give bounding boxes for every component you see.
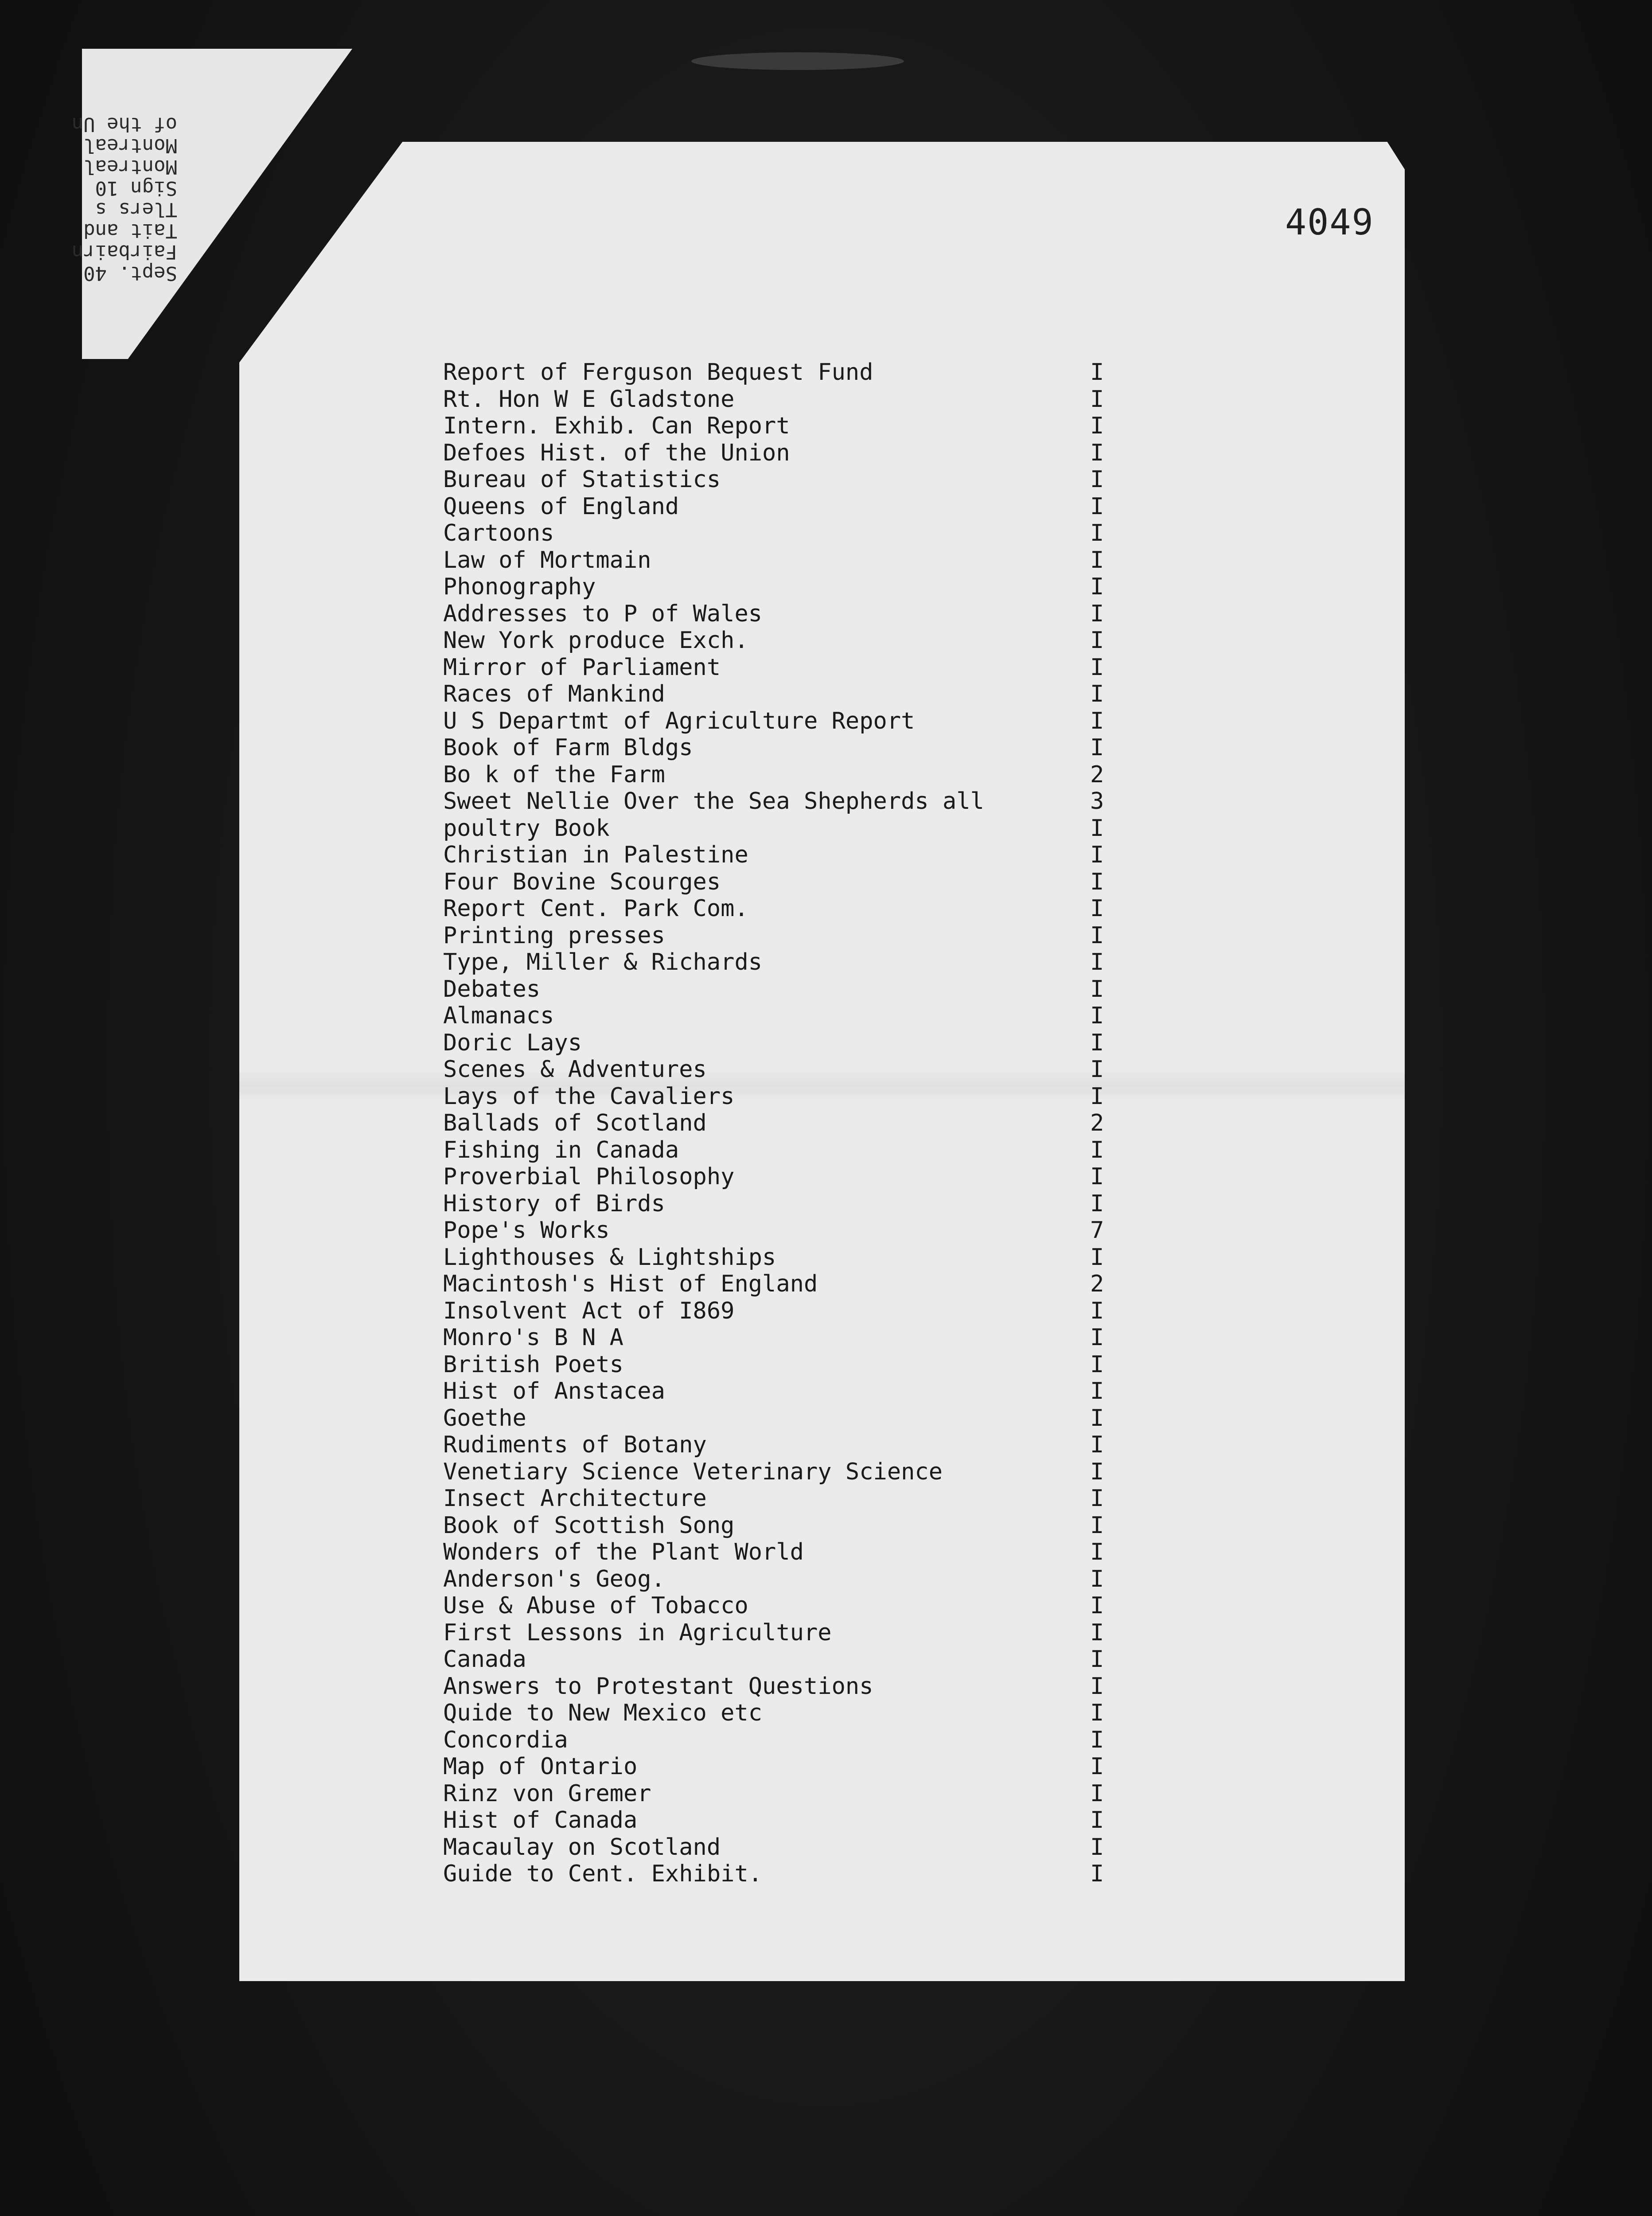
entry-quantity: I xyxy=(1090,1136,1104,1163)
inventory-entry xyxy=(443,1190,1152,1217)
entry-quantity: I xyxy=(1090,1056,1104,1083)
inventory-entry xyxy=(443,601,1152,628)
entry-quantity: 2 xyxy=(1090,1110,1104,1136)
entry-quantity: I xyxy=(1090,1351,1104,1378)
film-shadow xyxy=(691,52,904,70)
inventory-entry xyxy=(443,359,1152,386)
slip-line: of the Un xyxy=(71,113,177,136)
entry-title: British Poets xyxy=(443,1351,623,1378)
entry-title: Doric Lays xyxy=(443,1029,582,1056)
entry-title: First Lessons in Agriculture xyxy=(443,1619,832,1646)
entry-title: Phonography xyxy=(443,574,596,600)
entry-quantity: I xyxy=(1090,842,1104,868)
entry-title: Rinz von Gremer xyxy=(443,1780,651,1807)
inventory-entry xyxy=(443,574,1152,601)
entry-title: Proverbial Philosophy xyxy=(443,1163,735,1190)
inventory-list xyxy=(443,359,1152,1888)
inventory-entry xyxy=(443,922,1152,949)
inventory-entry xyxy=(443,386,1152,413)
slip-line: Sign 10 xyxy=(95,177,177,199)
inventory-entry xyxy=(443,1592,1152,1619)
entry-title: Goethe xyxy=(443,1405,526,1432)
entry-quantity: I xyxy=(1090,627,1104,654)
entry-title: Concordia xyxy=(443,1726,568,1753)
inventory-entry xyxy=(443,1807,1152,1834)
inventory-entry xyxy=(443,1512,1152,1539)
entry-quantity: I xyxy=(1090,1190,1104,1217)
slip-line: Tlers s xyxy=(95,198,177,221)
entry-quantity: I xyxy=(1090,413,1104,439)
entry-title: Addresses to P of Wales xyxy=(443,600,763,627)
entry-quantity: I xyxy=(1090,1378,1104,1405)
inventory-entry xyxy=(443,708,1152,735)
entry-title: Insect Architecture xyxy=(443,1485,707,1512)
inventory-entry xyxy=(443,734,1152,761)
entry-quantity: I xyxy=(1090,359,1104,386)
inventory-entry xyxy=(443,493,1152,520)
entry-title: Use & Abuse of Tobacco xyxy=(443,1592,748,1619)
inventory-entry xyxy=(443,440,1152,467)
entry-quantity: I xyxy=(1090,1700,1104,1726)
slip-line: Sept. 40 xyxy=(83,262,177,285)
entry-title: Guide to Cent. Exhibit. xyxy=(443,1861,763,1887)
entry-title: poultry Book xyxy=(443,815,610,842)
entry-title: Book of Scottish Song xyxy=(443,1512,735,1539)
entry-quantity: I xyxy=(1090,1163,1104,1190)
inventory-entry xyxy=(443,627,1152,654)
inventory-entry xyxy=(443,1217,1152,1244)
entry-title: Rudiments of Botany xyxy=(443,1432,707,1458)
entry-title: Lighthouses & Lightships xyxy=(443,1244,776,1271)
inventory-entry xyxy=(443,1083,1152,1110)
entry-title: Bo k of the Farm xyxy=(443,761,665,788)
entry-quantity: 2 xyxy=(1090,761,1104,788)
entry-title: Hist of Anstacea xyxy=(443,1378,665,1405)
entry-quantity: I xyxy=(1090,386,1104,413)
entry-quantity: I xyxy=(1090,895,1104,922)
entry-quantity: I xyxy=(1090,1565,1104,1592)
entry-title: Printing presses xyxy=(443,922,665,949)
entry-title: Lays of the Cavaliers xyxy=(443,1083,735,1110)
inventory-entry xyxy=(443,1244,1152,1271)
entry-quantity: I xyxy=(1090,1029,1104,1056)
entry-quantity: I xyxy=(1090,734,1104,761)
entry-title: Queens of England xyxy=(443,493,679,520)
entry-quantity: I xyxy=(1090,493,1104,520)
inventory-entry xyxy=(443,1566,1152,1593)
entry-quantity: I xyxy=(1090,1753,1104,1780)
entry-title: Debates xyxy=(443,975,541,1003)
inventory-entry xyxy=(443,520,1152,547)
entry-quantity: 2 xyxy=(1090,1271,1104,1297)
entry-title: Answers to Protestant Questions xyxy=(443,1673,873,1700)
entry-title: Four Bovine Scourges xyxy=(443,868,721,895)
inventory-entry xyxy=(443,413,1152,440)
entry-quantity: I xyxy=(1090,1458,1104,1485)
entry-title: Fishing in Canada xyxy=(443,1136,679,1163)
entry-quantity: I xyxy=(1090,1405,1104,1432)
entry-quantity: 3 xyxy=(1090,788,1104,815)
entry-quantity: I xyxy=(1090,1244,1104,1271)
entry-title: Cartoons xyxy=(443,520,554,546)
inventory-entry xyxy=(443,1727,1152,1754)
entry-quantity: I xyxy=(1090,600,1104,627)
inventory-entry xyxy=(443,1834,1152,1861)
inventory-entry xyxy=(443,1405,1152,1432)
entry-quantity: I xyxy=(1090,1512,1104,1539)
entry-quantity: I xyxy=(1090,1297,1104,1324)
entry-quantity: I xyxy=(1090,654,1104,681)
entry-title: History of Birds xyxy=(443,1190,665,1217)
entry-title: Map of Ontario xyxy=(443,1753,638,1780)
entry-quantity: I xyxy=(1090,546,1104,574)
inventory-entry xyxy=(443,1137,1152,1164)
inventory-entry xyxy=(443,1539,1152,1566)
entry-quantity: I xyxy=(1090,815,1104,842)
inventory-entry xyxy=(443,1298,1152,1325)
entry-quantity: I xyxy=(1090,922,1104,949)
entry-quantity: I xyxy=(1090,1861,1104,1887)
inventory-entry xyxy=(443,869,1152,896)
entry-title: Type, Miller & Richards xyxy=(443,949,763,975)
entry-title: U S Departmt of Agriculture Report xyxy=(443,707,915,734)
inventory-entry xyxy=(443,681,1152,708)
inventory-entry xyxy=(443,788,1152,815)
entry-title: Hist of Canada xyxy=(443,1807,638,1834)
entry-quantity: I xyxy=(1090,681,1104,707)
entry-title: Sweet Nellie Over the Sea Shepherds all xyxy=(443,788,984,815)
entry-title: Monro's B N A xyxy=(443,1324,623,1351)
inventory-entry xyxy=(443,1432,1152,1459)
inventory-entry xyxy=(443,1030,1152,1057)
inventory-entry xyxy=(443,1700,1152,1727)
entry-title: Scenes & Adventures xyxy=(443,1056,707,1083)
inventory-entry xyxy=(443,1459,1152,1486)
inventory-entry xyxy=(443,1619,1152,1646)
entry-quantity: I xyxy=(1090,1780,1104,1807)
entry-title: Book of Farm Bldgs xyxy=(443,734,693,761)
entry-quantity: I xyxy=(1090,1726,1104,1753)
entry-title: Christian in Palestine xyxy=(443,842,748,868)
entry-title: Defoes Hist. of the Union xyxy=(443,439,790,466)
entry-quantity: I xyxy=(1090,949,1104,975)
inventory-entry xyxy=(443,466,1152,493)
slip-line: Tait and xyxy=(83,219,177,242)
inventory-entry xyxy=(443,1861,1152,1888)
entry-title: Quide to New Mexico etc xyxy=(443,1700,763,1726)
entry-quantity: I xyxy=(1090,1003,1104,1029)
entry-title: Pope's Works xyxy=(443,1217,610,1244)
inventory-entry xyxy=(443,1110,1152,1137)
entry-title: Bureau of Statistics xyxy=(443,466,721,493)
entry-title: New York produce Exch. xyxy=(443,627,748,654)
entry-title: Report Cent. Park Com. xyxy=(443,895,748,922)
inventory-entry xyxy=(443,1780,1152,1807)
entry-quantity: 7 xyxy=(1090,1217,1104,1244)
inventory-entry xyxy=(443,1003,1152,1030)
inventory-entry xyxy=(443,1163,1152,1190)
entry-quantity: I xyxy=(1090,466,1104,493)
inventory-entry xyxy=(443,949,1152,976)
page-number: 4049 xyxy=(1285,202,1374,243)
entry-title: Report of Ferguson Bequest Fund xyxy=(443,359,873,386)
inventory-entry xyxy=(443,1753,1152,1780)
slip-text xyxy=(71,62,177,285)
inventory-entry xyxy=(443,1646,1152,1673)
entry-quantity: I xyxy=(1090,1619,1104,1646)
inventory-entry xyxy=(443,761,1152,788)
entry-quantity: I xyxy=(1090,707,1104,734)
entry-quantity: I xyxy=(1090,439,1104,466)
entry-title: Almanacs xyxy=(443,1003,554,1029)
entry-quantity: I xyxy=(1090,868,1104,895)
entry-quantity: I xyxy=(1090,1539,1104,1565)
entry-quantity: I xyxy=(1090,975,1104,1003)
inventory-entry xyxy=(443,815,1152,842)
entry-title: Macaulay on Scotland xyxy=(443,1834,721,1861)
entry-quantity: I xyxy=(1090,1834,1104,1861)
entry-quantity: I xyxy=(1090,1485,1104,1512)
entry-title: Intern. Exhib. Can Report xyxy=(443,413,790,439)
entry-quantity: I xyxy=(1090,1592,1104,1619)
inventory-entry xyxy=(443,547,1152,574)
inventory-entry xyxy=(443,654,1152,681)
entry-title: Canada xyxy=(443,1646,526,1673)
inventory-entry xyxy=(443,1673,1152,1700)
entry-title: Anderson's Geog. xyxy=(443,1565,665,1592)
entry-title: Macintosh's Hist of England xyxy=(443,1271,818,1297)
inventory-entry xyxy=(443,1351,1152,1378)
entry-quantity: I xyxy=(1090,1432,1104,1458)
entry-title: Venetiary Science Veterinary Science xyxy=(443,1458,943,1485)
slip-line: Montreal xyxy=(83,156,177,178)
entry-title: Insolvent Act of I869 xyxy=(443,1297,735,1324)
entry-quantity: I xyxy=(1090,1324,1104,1351)
inventory-entry xyxy=(443,842,1152,869)
entry-quantity: I xyxy=(1090,574,1104,600)
entry-quantity: I xyxy=(1090,1083,1104,1110)
entry-quantity: I xyxy=(1090,520,1104,546)
inventory-entry xyxy=(443,895,1152,922)
entry-title: Ballads of Scotland xyxy=(443,1110,707,1136)
inventory-entry xyxy=(443,1271,1152,1298)
entry-title: Mirror of Parliament xyxy=(443,654,721,681)
inventory-entry xyxy=(443,1378,1152,1405)
entry-title: Law of Mortmain xyxy=(443,546,651,574)
inventory-entry xyxy=(443,976,1152,1003)
entry-title: Wonders of the Plant World xyxy=(443,1539,804,1565)
inventory-entry xyxy=(443,1056,1152,1083)
slip-line: Montreal xyxy=(83,134,177,157)
inventory-entry xyxy=(443,1324,1152,1351)
entry-title: Rt. Hon W E Gladstone xyxy=(443,386,735,413)
entry-title: Races of Mankind xyxy=(443,681,665,707)
slip-line: Fairbairn xyxy=(71,241,177,263)
inventory-entry xyxy=(443,1485,1152,1512)
entry-quantity: I xyxy=(1090,1673,1104,1700)
entry-quantity: I xyxy=(1090,1646,1104,1673)
entry-quantity: I xyxy=(1090,1807,1104,1834)
